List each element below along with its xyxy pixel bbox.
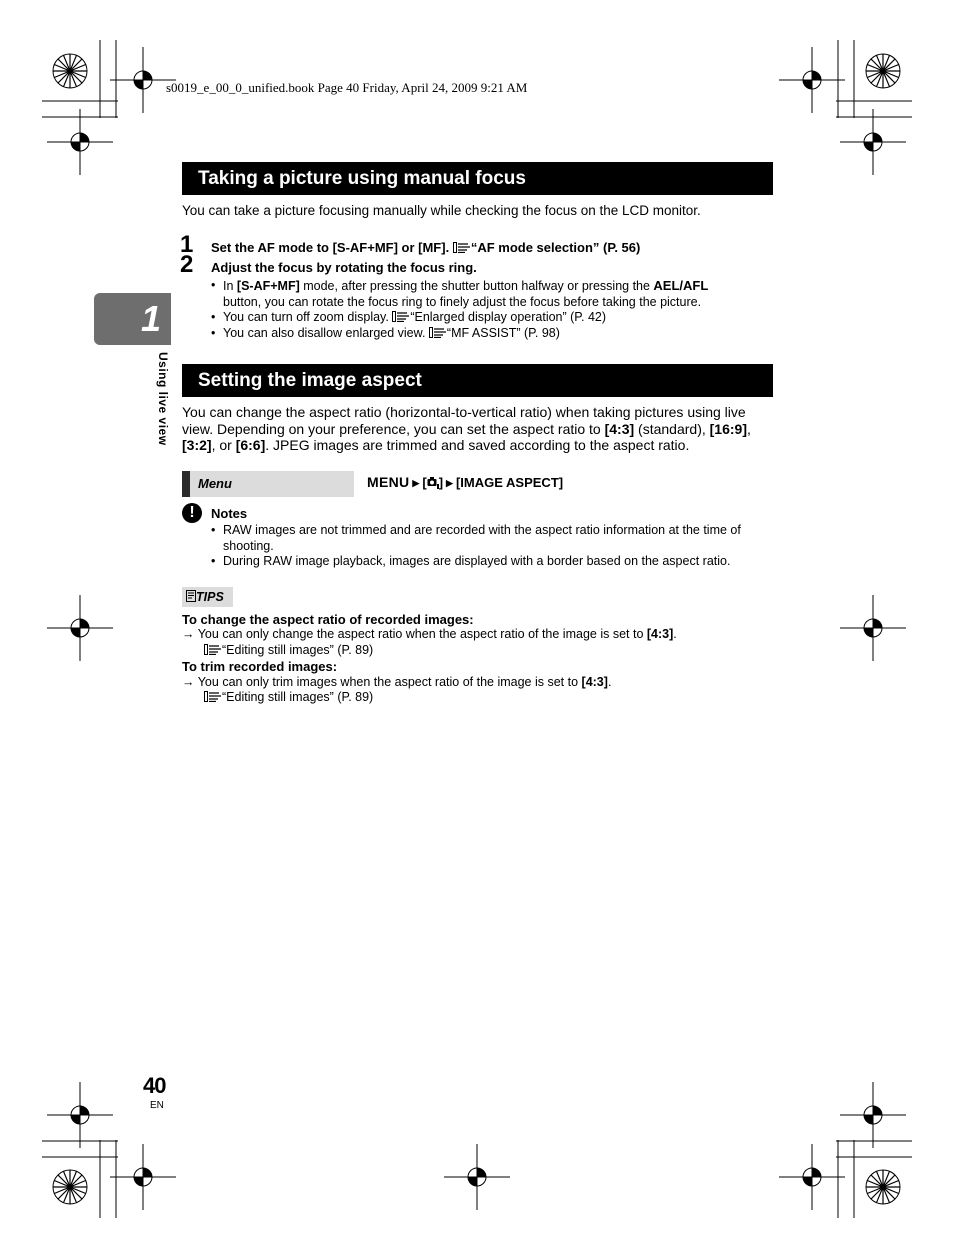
step-1-instruction: Set the AF mode to [S-AF+MF] or [MF].: [211, 240, 453, 255]
menu-label-box: Menu: [182, 471, 354, 497]
menu-word: MENU: [367, 474, 410, 490]
section-intro: You can take a picture focusing manually while checking the focus on the LCD monitor.: [182, 203, 701, 218]
triangle-right-icon: ▶: [412, 478, 420, 488]
page-language: EN: [150, 1100, 164, 1111]
step-number-1: 1: [180, 231, 194, 258]
notes-exclamation-icon: !: [182, 503, 202, 523]
notes-title: Notes: [211, 506, 248, 521]
reference-hand-icon: [204, 691, 222, 702]
reference-hand-icon: [453, 242, 471, 253]
camera-settings-icon: [427, 476, 439, 489]
print-header: s0019_e_00_0_unified.book Page 40 Friday, April 24, 2009 9:21 AM: [166, 80, 528, 95]
list-item: • In [S-AF+MF] mode, after pressing the shutter button halfway or pressing the AEL/AFL button, you can rotate the focus ring to finely adjust the focus before taking the picture.: [211, 278, 773, 310]
list-item: • You can turn off zoom display. “Enlarged display operation” (P. 42): [211, 310, 773, 326]
page-number: 40: [143, 1073, 166, 1098]
ael-afl-button-label: AEL/AFL: [653, 278, 709, 293]
notes-list: [211, 523, 773, 570]
section-title-manual-focus: Taking a picture using manual focus: [182, 162, 773, 195]
list-item: • During RAW image playback, images are displayed with a border based on the aspect ratio.: [211, 554, 773, 570]
reference-hand-icon: [429, 327, 447, 338]
menu-path: MENU ▶ [ ] ▶ [IMAGE ASPECT]: [367, 474, 564, 490]
list-item: • You can also disallow enlarged view. “MF ASSIST” (P. 98): [211, 326, 773, 342]
step-number-2: 2: [180, 251, 194, 278]
step-text-1: [211, 240, 640, 255]
tip-reference-1: “Editing still images” (P. 89): [204, 643, 373, 657]
tips-label-box: TIPS: [182, 587, 233, 607]
tip-text-2: → You can only trim images when the aspect ratio of the image is set to [4:3].: [182, 675, 612, 689]
bullet-list-manual-focus: [211, 278, 773, 341]
list-item: • RAW images are not trimmed and are recorded with the aspect ratio information at the time of shooting.: [211, 523, 773, 554]
triangle-right-icon: ▶: [446, 478, 453, 488]
chapter-tab: 1: [94, 293, 171, 345]
reference-hand-icon: [392, 311, 410, 322]
step-1-reference: “AF mode selection” (P. 56): [470, 240, 641, 255]
reference-hand-icon: [204, 644, 222, 655]
tip-heading-1: To change the aspect ratio of recorded images:: [182, 612, 474, 627]
step-text-2: Adjust the focus by rotating the focus ring.: [211, 260, 477, 275]
tip-reference-2: “Editing still images” (P. 89): [204, 690, 373, 704]
chapter-label: Using live view: [156, 352, 170, 446]
section-body: You can change the aspect ratio (horizontal-to-vertical ratio) when taking pictures using live view. Depending on your preference, you can set the aspect ratio to [4:3] (standard), [16:9], [3:2], or [6:6]. JPEG images are trimmed and saved according to the aspect ratio.: [182, 404, 751, 453]
memo-icon: [186, 590, 196, 602]
section-title-image-aspect: Setting the image aspect: [182, 364, 773, 397]
tip-text-1: → You can only change the aspect ratio when the aspect ratio of the image is set to [4:3].: [182, 627, 677, 641]
tip-heading-2: To trim recorded images:: [182, 659, 338, 674]
